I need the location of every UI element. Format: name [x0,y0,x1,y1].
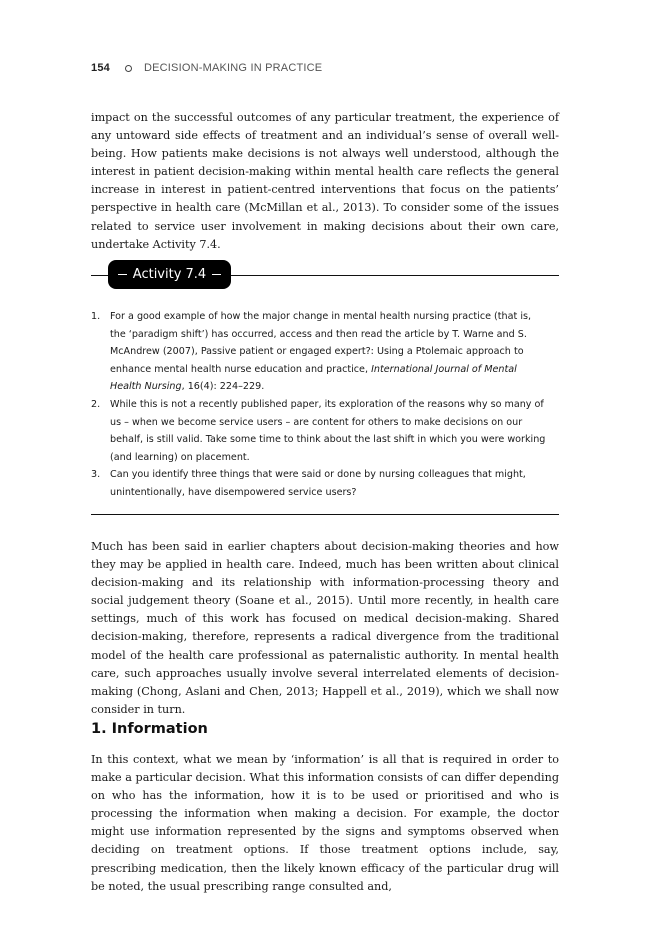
running-header [91,61,322,75]
intro-paragraph: impact on the successful outcomes of any particular treatment, the experience of any untoward side effects of treatment and an individual’s sense of overall well-being. How patients make decisions is not always well understood, although the interest in patient decision-making within mental health care reflects the general increase in interest in patient-centred interventions that focus on the patients’ perspective in health care (McMillan et al., 2013). To consider some of the issues related to service user involvement in making decisions about their own care, undertake Activity 7.4. [91,111,559,251]
activity-bottom-rule [91,514,559,515]
activity-label-box [108,260,231,289]
activity-item-number: 3. [91,469,101,481]
page-number: 154 [91,62,110,74]
activity-label-dash-left [118,274,127,275]
activity-label-dash-right [212,274,221,275]
activity-item-1 [91,308,559,396]
journal-title: International Journal of Mental Health Nursing [110,363,517,393]
activity-item-3 [91,466,559,501]
bullet-circle-icon [125,65,132,72]
activity-label-text: Activity 7.4 [132,267,207,282]
activity-item-text: For a good example of how the major change in mental health nursing practice (that is, the ‘paradigm shift’) has occurred, access and then read the article by T. Warne and S. McAndrew (2007), Passive patient or engaged expert?: Using a Ptolemaic approach to enhance mental health nurse education and practice, [110,311,532,375]
activity-item-text: Can you identify three things that were said or done by nursing colleagues that might, unintentionally, have disempowered service users? [110,469,526,498]
chapter-title: DECISION-MAKING IN PRACTICE [143,62,323,74]
activity-item-number: 2. [91,398,101,410]
citation-details: , 16(4): 224–229. [181,381,265,393]
activity-list [91,308,559,502]
activity-item-2 [91,396,559,466]
activity-item-number: 1. [91,311,101,322]
section-paragraph: In this context, what we mean by ‘information’ is all that is required in order to make a particular decision. What this information consists of can differ depending on who has the information, how it is to be used or prioritised and who is processing the information when making a decision. For example, the doctor might use information represented by the signs and symptoms observed when deciding on treatment options. If those treatment options include, say, prescribing medication, then the likely known efficacy of the particular drug will be noted, the usual prescribing range consulted and, [91,753,559,893]
activity-item-text: While this is not a recently published paper, its exploration of the reasons why so many of us – when we become service users – are content for others to make decisions on our behalf, is still valid. Take some time to think about the last shift in which you were working (and learning) on placement. [110,398,546,463]
section-heading: 1. Information [91,721,208,737]
body-paragraph: Much has been said in earlier chapters about decision-making theories and how they may be applied in health care. Indeed, much has been written about clinical decision-making and its relationship with information-processing theory and social judgement theory (Soane et al., 2015). Until more recently, in health care settings, much of this work has focused on medical decision-making. Shared decision-making, therefore, represents a radical divergence from the traditional model of the health care professional as paternalistic authority. In mental health care, such approaches usually involve several interrelated elements of decision-making (Chong, Aslani and Chen, 2013; Happell et al., 2019), which we shall now consider in turn. [91,540,559,716]
